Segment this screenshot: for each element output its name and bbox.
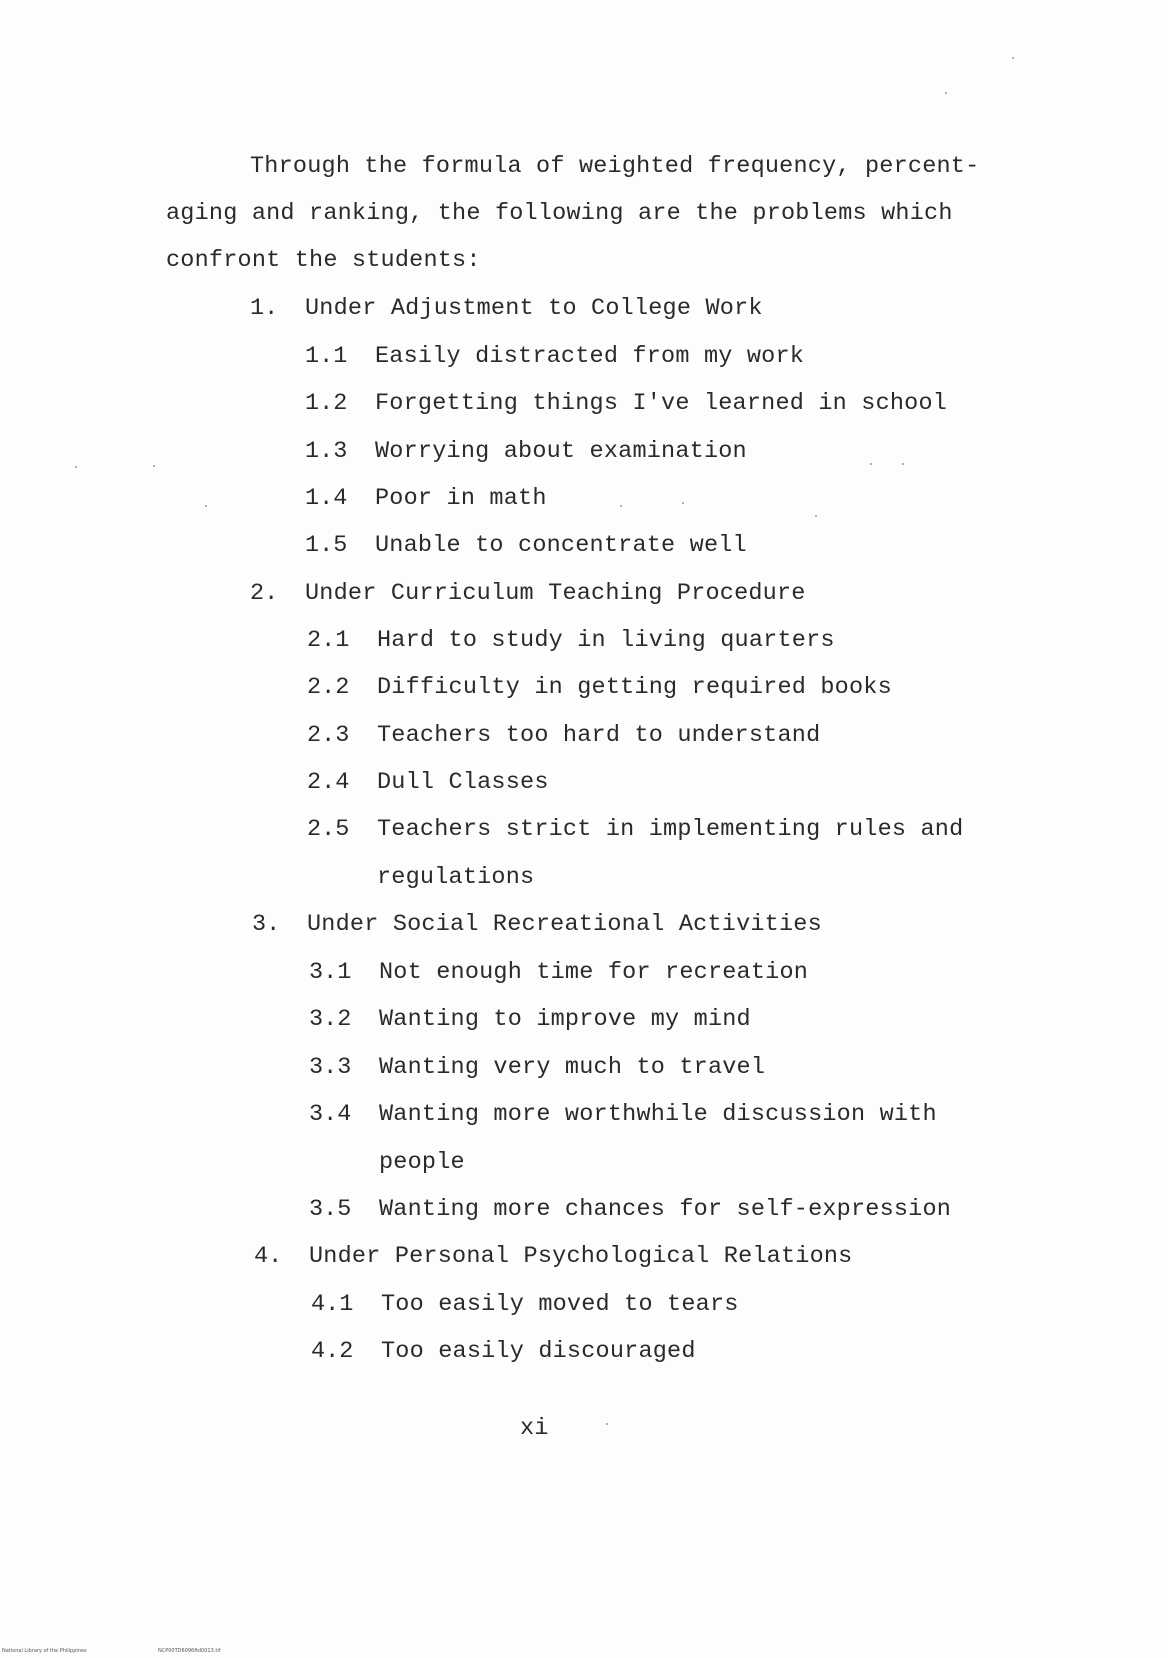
- item-2-1-number: 2.1: [307, 627, 350, 654]
- item-3-5-text: Wanting more chances for self-expression: [379, 1196, 952, 1223]
- item-1-2-number: 1.2: [305, 390, 348, 417]
- item-2-4-number: 2.4: [307, 769, 350, 796]
- section-2-number: 2.: [250, 580, 279, 607]
- item-3-4-text: Wanting more worthwhile discussion with: [379, 1101, 937, 1128]
- intro-line-1: Through the formula of weighted frequency, percent-: [250, 153, 980, 180]
- intro-line-2: aging and ranking, the following are the problems which: [166, 200, 953, 227]
- item-2-2-text: Difficulty in getting required books: [377, 674, 892, 701]
- scan-speck: [606, 1423, 608, 1425]
- section-4-number: 4.: [254, 1243, 283, 1270]
- scan-speck: [870, 463, 872, 465]
- item-2-3-number: 2.3: [307, 722, 350, 749]
- item-1-5-number: 1.5: [305, 532, 348, 559]
- section-3-title: Under Social Recreational Activities: [307, 911, 822, 938]
- item-1-5-text: Unable to concentrate well: [375, 532, 747, 559]
- item-3-4-continuation: people: [379, 1149, 465, 1176]
- item-1-4-text: Poor in math: [375, 485, 547, 512]
- item-2-1-text: Hard to study in living quarters: [377, 627, 835, 654]
- item-3-2-text: Wanting to improve my mind: [379, 1006, 751, 1033]
- item-4-1-text: Too easily moved to tears: [381, 1291, 739, 1318]
- item-3-3-number: 3.3: [309, 1054, 352, 1081]
- scan-speck: [1012, 57, 1014, 59]
- item-3-5-number: 3.5: [309, 1196, 352, 1223]
- item-2-5-continuation: regulations: [377, 864, 535, 891]
- item-4-2-text: Too easily discouraged: [381, 1338, 696, 1365]
- item-2-4-text: Dull Classes: [377, 769, 549, 796]
- item-2-5-number: 2.5: [307, 816, 350, 843]
- scan-speck: [75, 466, 77, 468]
- item-2-3-text: Teachers too hard to understand: [377, 722, 821, 749]
- scan-speck: [205, 505, 207, 507]
- item-1-2-text: Forgetting things I've learned in school: [375, 390, 948, 417]
- item-3-1-text: Not enough time for recreation: [379, 959, 809, 986]
- section-1-title: Under Adjustment to College Work: [305, 295, 763, 322]
- footer-right: NCP00TD6096ftd0013.tif: [158, 1648, 221, 1654]
- item-2-5-text: Teachers strict in implementing rules and: [377, 816, 964, 843]
- section-3-number: 3.: [252, 911, 281, 938]
- item-1-3-number: 1.3: [305, 438, 348, 465]
- scan-speck: [902, 463, 904, 465]
- scan-speck: [620, 505, 622, 507]
- item-4-2-number: 4.2: [311, 1338, 354, 1365]
- footer-left: National Library of the Philippines: [2, 1648, 87, 1654]
- item-3-3-text: Wanting very much to travel: [379, 1054, 766, 1081]
- section-4-title: Under Personal Psychological Relations: [309, 1243, 853, 1270]
- scan-speck: [153, 465, 155, 467]
- item-4-1-number: 4.1: [311, 1291, 354, 1318]
- intro-line-3: confront the students:: [166, 247, 481, 274]
- item-3-4-number: 3.4: [309, 1101, 352, 1128]
- item-1-3-text: Worrying about examination: [375, 438, 747, 465]
- page-number: xi: [520, 1415, 549, 1442]
- item-1-1-text: Easily distracted from my work: [375, 343, 805, 370]
- item-2-2-number: 2.2: [307, 674, 350, 701]
- item-1-4-number: 1.4: [305, 485, 348, 512]
- item-1-1-number: 1.1: [305, 343, 348, 370]
- item-3-2-number: 3.2: [309, 1006, 352, 1033]
- section-2-title: Under Curriculum Teaching Procedure: [305, 580, 806, 607]
- item-3-1-number: 3.1: [309, 959, 352, 986]
- section-1-number: 1.: [250, 295, 279, 322]
- scan-speck: [815, 515, 817, 517]
- scan-speck: [682, 502, 684, 504]
- scan-speck: [945, 92, 947, 94]
